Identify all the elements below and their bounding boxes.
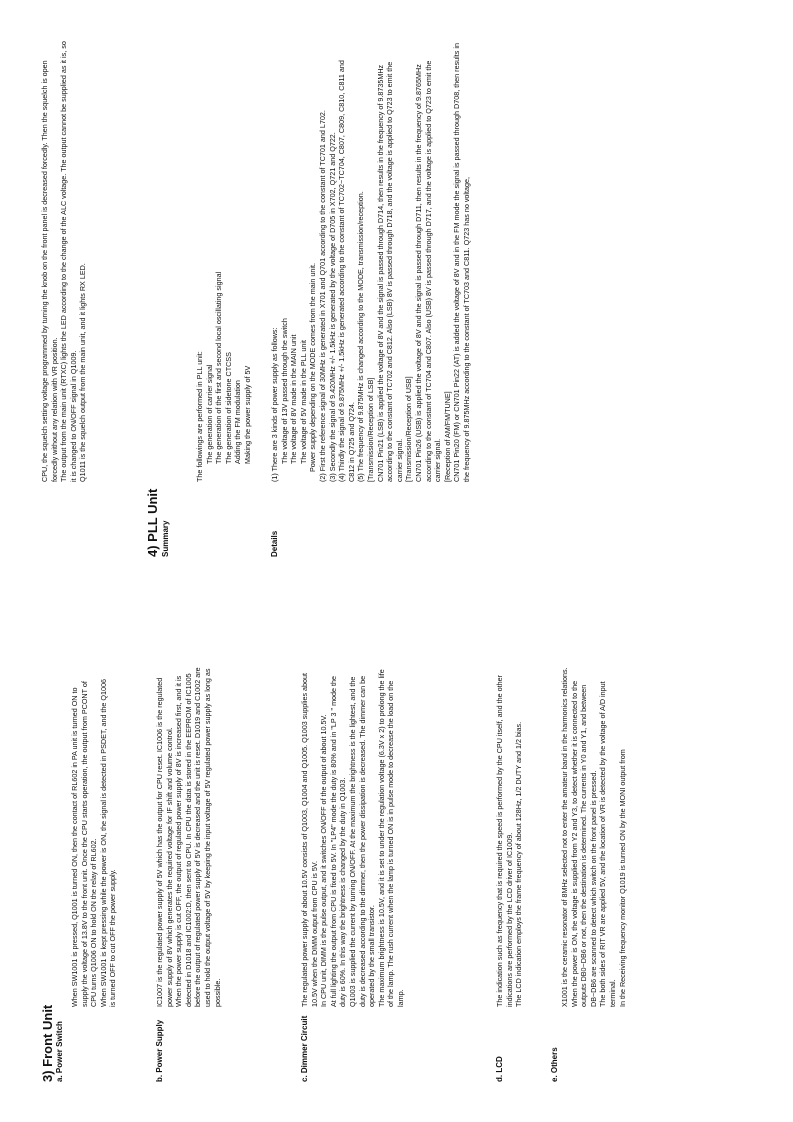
- list-item: Adding the FM modulation: [233, 380, 243, 464]
- pll-summary: [195, 42, 253, 482]
- paragraph: In the Receiving frequency monitor Q1019 is turned ON by the MONI output from: [617, 749, 627, 1007]
- others-label: e. Others: [550, 1047, 559, 1082]
- paragraph: Q1003 is supplied the current by turning ON/OFF. At the maximum the brightness is the lightest, and the duty is decreased according to the dimmer, then the power dissipation is decreased. The dimmer can be operated by the small transistor.: [347, 675, 377, 1007]
- amfm-heading: [Reception of AM/FM/TUNE]: [442, 391, 452, 482]
- pll-details: [270, 42, 471, 482]
- list-item: The voltage of 8V made in the MAIN unit: [289, 334, 299, 464]
- paragraph: CPU, the squelch setting voltage programmed by turning the knob on the front panel is decreased forcedly. Then the squelch is open forcedly without any relation with VR position.: [40, 60, 59, 482]
- paragraph: The LCD indication employs the frame frequency of about 128Hz, 1/2 DUTY and 1/2 bias.: [514, 721, 524, 1007]
- pll-unit-title: 4) PLL Unit: [145, 488, 160, 557]
- paragraph: The regulated power supply of about 10.5V consists of Q1003, Q1004 and Q1005. Q1003 supplies about 10.5V when the DIMM output from CPU is 5V.: [300, 672, 319, 1007]
- list-item: The generation of the first and second local oscillating signal: [214, 271, 224, 464]
- front-unit-title: 3) Front Unit: [40, 1004, 55, 1082]
- paragraph: When the power supply is cut OFF, the output of regulated power supply of 8V is increased first, and it is detected in D1018 and IC1002:D, then sent to CPU. In CPU the data is stored in the EEPROM of IC1005 before the output of regulated power supply of 5V is decreased and the unit is reset. D1019 and C1002 are used to hold the output voltage of 5V by keeping the input voltage of 5V regulated power supply as long as possible.: [174, 667, 222, 1007]
- paragraph: When SW1001 is pressed, Q1001 is turned ON, then the contact of RL602 in PA unit is turned ON to supply the voltage of 13.8V to the front unit. Once the CPU starts operation, the output from PCONT of CPU turns Q1006 ON to hold ON the relay of RL602.: [70, 681, 99, 1007]
- list-item: Power supply depending on the MODE comes from the main unit.: [308, 263, 318, 472]
- paragraph: At full lighting the output from CPU is fixed to 5V. In "LP4" mode the duty is 80% and in "LP 3 " mode the duty is 60%. In this way the brightness is changed by the duty in Q1003.: [328, 675, 348, 1007]
- paragraph: The indication such as frequency that is required the speed is performed by the CPU itself, and the other indications are performed by the LCD driver of IC1009.: [495, 674, 514, 1007]
- summary-intro: The followings are performed in PLL unit:: [195, 351, 204, 482]
- list-item: The voltage of 5V made in the PLL unit: [298, 340, 308, 464]
- details-label: Details: [270, 530, 279, 557]
- list-item: Making the power supply of 5V: [242, 365, 252, 464]
- power-supply-section: [155, 662, 222, 1007]
- usb-heading: [Transmission/Reception of USB]: [404, 376, 414, 482]
- paragraph: Q1011 is the squelch output from the main unit, and it lights RX LED.: [78, 263, 88, 482]
- list-item: (5) The frequency of 9.875MHz is changed according to the MODE, transmission/reception.: [356, 191, 366, 482]
- supply-lines: [280, 42, 309, 482]
- lsb-heading: [Transmission/Reception of LSB]: [365, 377, 375, 482]
- power-switch-label: a. Power Switch: [55, 1021, 64, 1082]
- dimmer-label: c. Dimmer Circuit: [300, 1015, 309, 1082]
- summary-list: [205, 42, 253, 482]
- paragraph: When the power is ON, the voltage is supplied from Y2 and Y3, to detect whether it is connected to the outputs DB0~DB6 or not, then the destination is determined. The currents in Y0 and Y1, and between DB~DB6 are scanned to detect which switch on the front panel is pressed.: [569, 680, 598, 1007]
- paragraph: The both sides of RIT VR are applied 5V, and the location of VR is detected by the voltage of A/D input terminal.: [598, 681, 617, 1007]
- amfm-text: CN701 Pin20 (FM) or CN701 Pin22 (AT) is added the voltage of 8V and in the FM mode the signal is passed through D708, then results in the frequency of 9.875MHz according to the constant of TC703 and C811. Q723 has no voltage,: [452, 43, 471, 482]
- others-section: [560, 662, 627, 1007]
- paragraph: When SW1001 is kept pressing while the power is ON, the signal is detected in PSDET, and the Q1006 is turned OFF to cut OFF the power supply.: [98, 678, 118, 1007]
- paragraph: The output from the main unit (RTXC) lights the LED according to the change of the ALC voltage. The output cannot be supplied as it is, so it is changed to ON/OFF signal in Q1009.: [59, 41, 78, 482]
- power-switch-section: [70, 672, 118, 1007]
- paragraph: X1001 is the ceramic resonator of 8MHz selected not to enter the amateur band in the harmonics relations.: [560, 667, 569, 1007]
- list-item: The generation of carrier signal: [204, 364, 214, 464]
- list-item: (1) There are 3 kinds of power supply as follows:: [270, 327, 279, 482]
- power-supply-label: b. Power Supply: [155, 1019, 164, 1082]
- paragraph: In CPU unit, DIMM is the pulse output, and it switches ON/OFF of the output of about 10.5V.: [319, 714, 329, 1007]
- usb-text: CN701 Pin26 (USB) is applied the voltage of 8V and the signal is passed through D711, then results in the frequency of 9.8765MHz according to the constant of TC704 and C807. Also (USB) 8V is passed through D717, and the voltage is applied to Q723 to emit the carrier signal.: [413, 60, 443, 482]
- list-item: The generation of sidetone CTCSS: [223, 352, 233, 464]
- list-item: (2) First the reference signal of 30MHz is generated in X701 and Q701 according to the constant of TC701 and L702.: [317, 110, 327, 482]
- list-item: (3) Secondly the signal of 9.420MHz +/- 1.5kHz is generated by the voltage of D705 in X702, Q721 and Q722.: [327, 132, 337, 482]
- lsb-text: CN701 Pin21 (LSB) is applied the voltage of 8V and the signal is passed through D714, then results in the frequency of 9.8735MHz according to the constant of TC702 and C812. Also (LSB) 8V is passed through D718, and the voltage is applied to Q723 to emit the carrier signal.: [375, 61, 404, 482]
- paragraph: IC1007 is the regulated power supply of 5V which has the output for CPU reset. IC1006 is the regulated power supply of 8V which generates the required voltage for IF shift and volume control.: [155, 677, 174, 1007]
- list-item: (4) Thirdly the signal of 9.875MHz +/- 1.5kHz is generated according to the constant of TC702~TC704, C807, C809, C810, C811 and C812 in Q725 and Q724.: [337, 60, 356, 482]
- paragraph: The maximum brightness is 10.5V, and it is set to under the regulation voltage (6.3V x 2) to prolong the life of the lamp. The rush current when the lamp is turned ON is in pulse mode to decrease the load on the lamp.: [376, 669, 405, 1007]
- lcd-label: d. LCD: [495, 1056, 504, 1082]
- dimmer-section: [300, 662, 406, 1007]
- list-item: The voltage of 13V passed through the switch: [279, 318, 289, 464]
- lcd-section: [495, 662, 524, 1007]
- summary-label: Summary: [161, 520, 170, 557]
- continuation-section: [40, 37, 88, 482]
